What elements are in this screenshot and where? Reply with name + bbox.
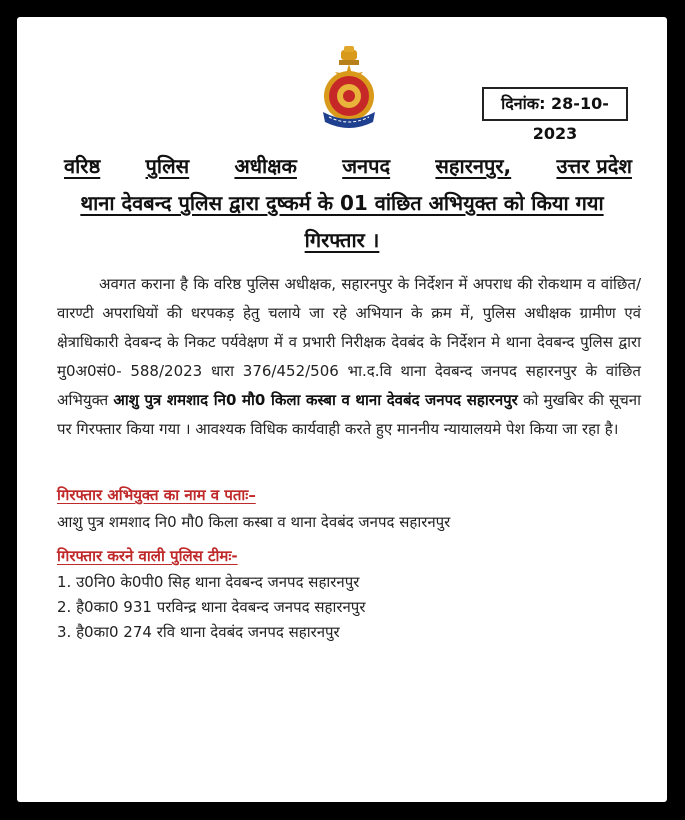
title-word: सहारनपुर, [435,154,512,178]
accused-details: आशु पुत्र शमशाद नि0 मौ0 किला कस्बा व थाना देवबंद जनपद सहारनपुर [57,513,451,531]
title-word: उत्तर प्रदेश [556,154,632,178]
body-paragraph [57,270,641,444]
body-text-part2: को मुखबिर की सूचना पर गिरफ्तार किया गया । आवश्यक विधिक कार्यवाही करते हुए माननीय न्यायालयमे पेश किया जा रहा है। [57,391,641,438]
team-member: 3. है0का0 274 रवि थाना देवबंद जनपद सहारनपुर [57,623,340,641]
title-word: पुलिस [145,154,190,178]
title-line-2: थाना देवबन्द पुलिस द्वारा दुष्कर्म के 01 वांछित अभियुक्त को किया गया [80,191,604,215]
date-label: दिनांक: 28-10-2023 [482,87,628,121]
body-text-part1: अवगत कराना है कि वरिष्ठ पुलिस अधीक्षक, सहारनपुर के निर्देशन में अपराध की रोकथाम व वांछित/वारण्टी अपराधियों की धरपकड़ हेतु चलाये जा रहे अभियान के क्रम में, पुलिस अधीक्षक ग्रामीण एवं क्षेत्राधिकारी देवबन्द के निकट पर्यवेक्षण में व प्रभारी निरीक्षक देवबंद के निर्देशन मे थाना देवबन्द पुलिस द्वारा मु0अ0सं0- 588/2023 धारा 376/452/506 भा.द.वि थाना देवबन्द जनपद सहारनपुर के वांछित अभियुक्त [57,275,641,409]
up-police-emblem-icon [315,44,383,134]
team-heading: गिरफ्तार करने वाली पुलिस टीमः- [57,547,238,565]
title-word: अधीक्षक [234,154,297,178]
title-line-3: गिरफ्तार । [304,228,380,252]
accused-bold-text: आशु पुत्र शमशाद नि0 मौ0 किला कस्बा व थाना देवबंद जनपद सहारनपुर [113,391,518,409]
title-word: जनपद [342,154,391,178]
press-note-page [17,17,667,802]
team-member: 1. उ0नि0 के0पी0 सिह थाना देवबन्द जनपद सहारनपुर [57,573,360,591]
title-word: वरिष्ठ [64,154,101,178]
accused-heading: गिरफ्तार अभियुक्त का नाम व पताः– [57,486,256,504]
team-member: 2. है0का0 931 परविन्द्र थाना देवबन्द जनपद सहारनपुर [57,598,366,616]
title-line-1 [64,152,632,179]
